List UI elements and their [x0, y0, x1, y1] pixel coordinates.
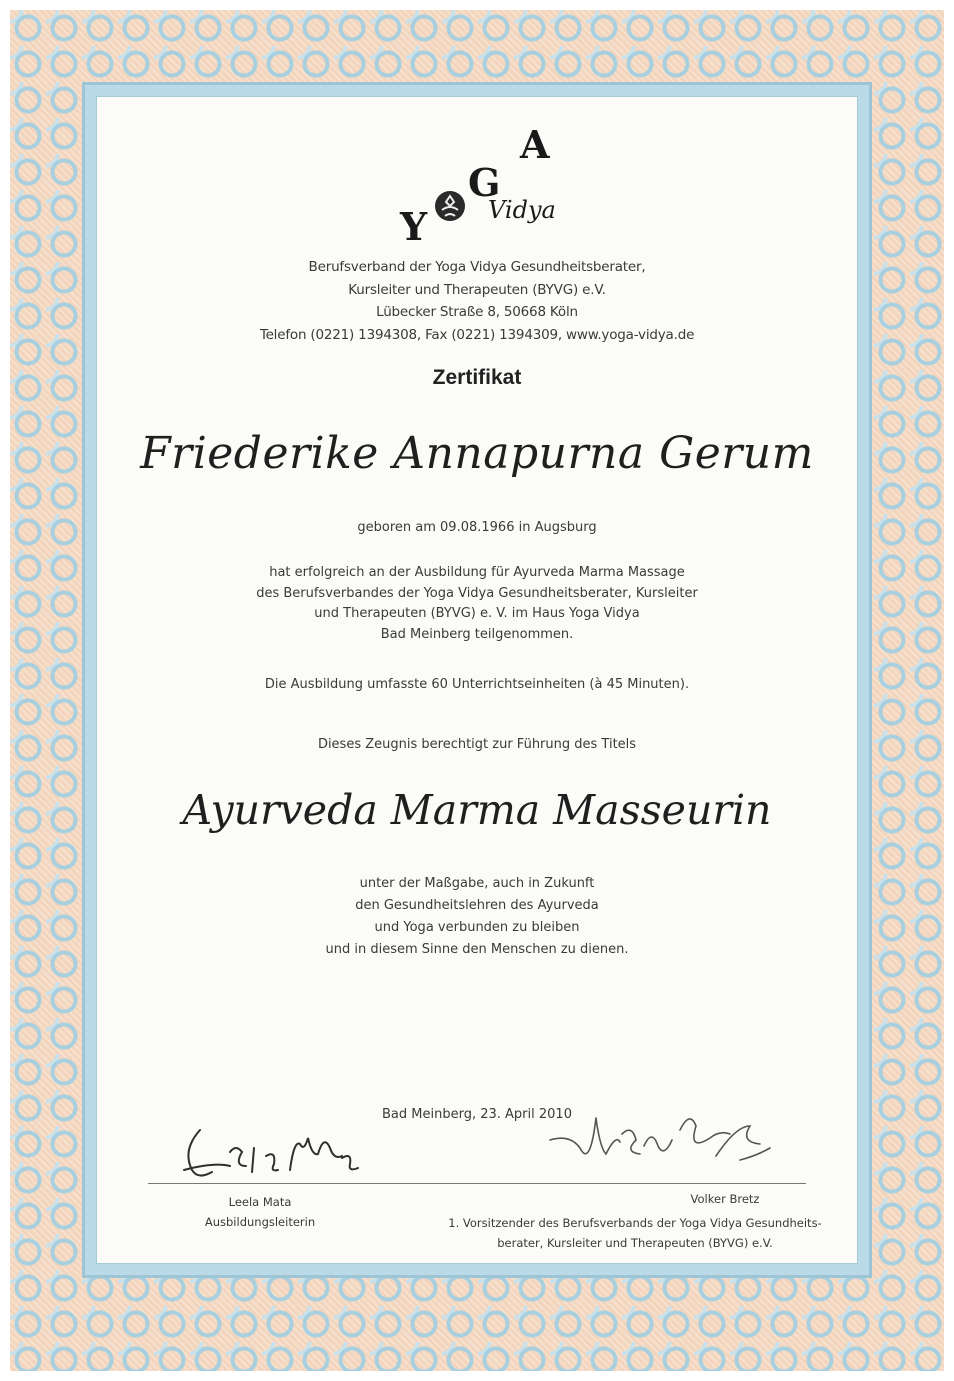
- right-role-line: 1. Vorsitzender des Berufsverbands der Yoga Vidya Gesundheits-: [448, 1216, 822, 1230]
- recipient-name: Friederike Annapurna Gerum: [140, 428, 814, 479]
- body-line: und Therapeuten (BYVG) e. V. im Haus Yoga Vidya: [314, 606, 640, 621]
- logo-vidya: Vidya: [488, 196, 556, 224]
- header-line: Telefon (0221) 1394308, Fax (0221) 1394309, www.yoga-vidya.de: [259, 326, 695, 343]
- logo-letter-a: A: [520, 122, 550, 167]
- closing-line: unter der Maßgabe, auch in Zukunft: [359, 876, 595, 891]
- training-hours: Die Ausbildung umfasste 60 Unterrichtseinheiten (à 45 Minuten).: [264, 677, 690, 692]
- degree-title: Ayurveda Marma Masseurin: [182, 786, 772, 834]
- logo-letter-g: G: [468, 160, 501, 205]
- body-line: hat erfolgreich an der Ausbildung für Ayurveda Marma Massage: [269, 565, 685, 580]
- training-statement: [96, 563, 858, 645]
- right-signatory-name: Volker Bretz: [690, 1192, 760, 1206]
- right-role-line: berater, Kursleiter und Therapeuten (BYVG) e.V.: [497, 1236, 773, 1250]
- signature-line: [148, 1183, 806, 1184]
- header-line: Berufsverband der Yoga Vidya Gesundheitsberater,: [308, 259, 646, 275]
- entitlement-text: Dieses Zeugnis berechtigt zur Führung des Titels: [317, 737, 637, 752]
- closing-line: und in diesem Sinne den Menschen zu dienen.: [325, 942, 629, 957]
- right-signature: [540, 1100, 790, 1185]
- closing-statement: [96, 873, 858, 961]
- certificate-title: Zertifikat: [432, 366, 522, 389]
- place-date: Bad Meinberg, 23. April 2010: [382, 1107, 572, 1122]
- left-signatory-name: Leela Mata: [228, 1195, 292, 1209]
- left-signatory-role: Ausbildungsleiterin: [204, 1215, 316, 1229]
- right-signatory-role: [400, 1213, 870, 1253]
- closing-line: und Yoga verbunden zu bleiben: [374, 920, 580, 935]
- body-line: des Berufsverbandes der Yoga Vidya Gesundheitsberater, Kursleiter: [256, 585, 698, 601]
- logo-letter-y: Y: [400, 204, 428, 248]
- yoga-vidya-logo: [390, 118, 570, 248]
- left-signatory: [170, 1192, 350, 1232]
- header-line: Lübecker Straße 8, 50668 Köln: [376, 304, 578, 320]
- header-line: Kursleiter und Therapeuten (BYVG) e.V.: [348, 281, 606, 298]
- closing-line: den Gesundheitslehren des Ayurveda: [355, 898, 599, 913]
- birth-info: geboren am 09.08.1966 in Augsburg: [357, 520, 597, 535]
- left-signature: [170, 1112, 390, 1187]
- association-header: [96, 256, 858, 346]
- body-line: Bad Meinberg teilgenommen.: [380, 626, 574, 642]
